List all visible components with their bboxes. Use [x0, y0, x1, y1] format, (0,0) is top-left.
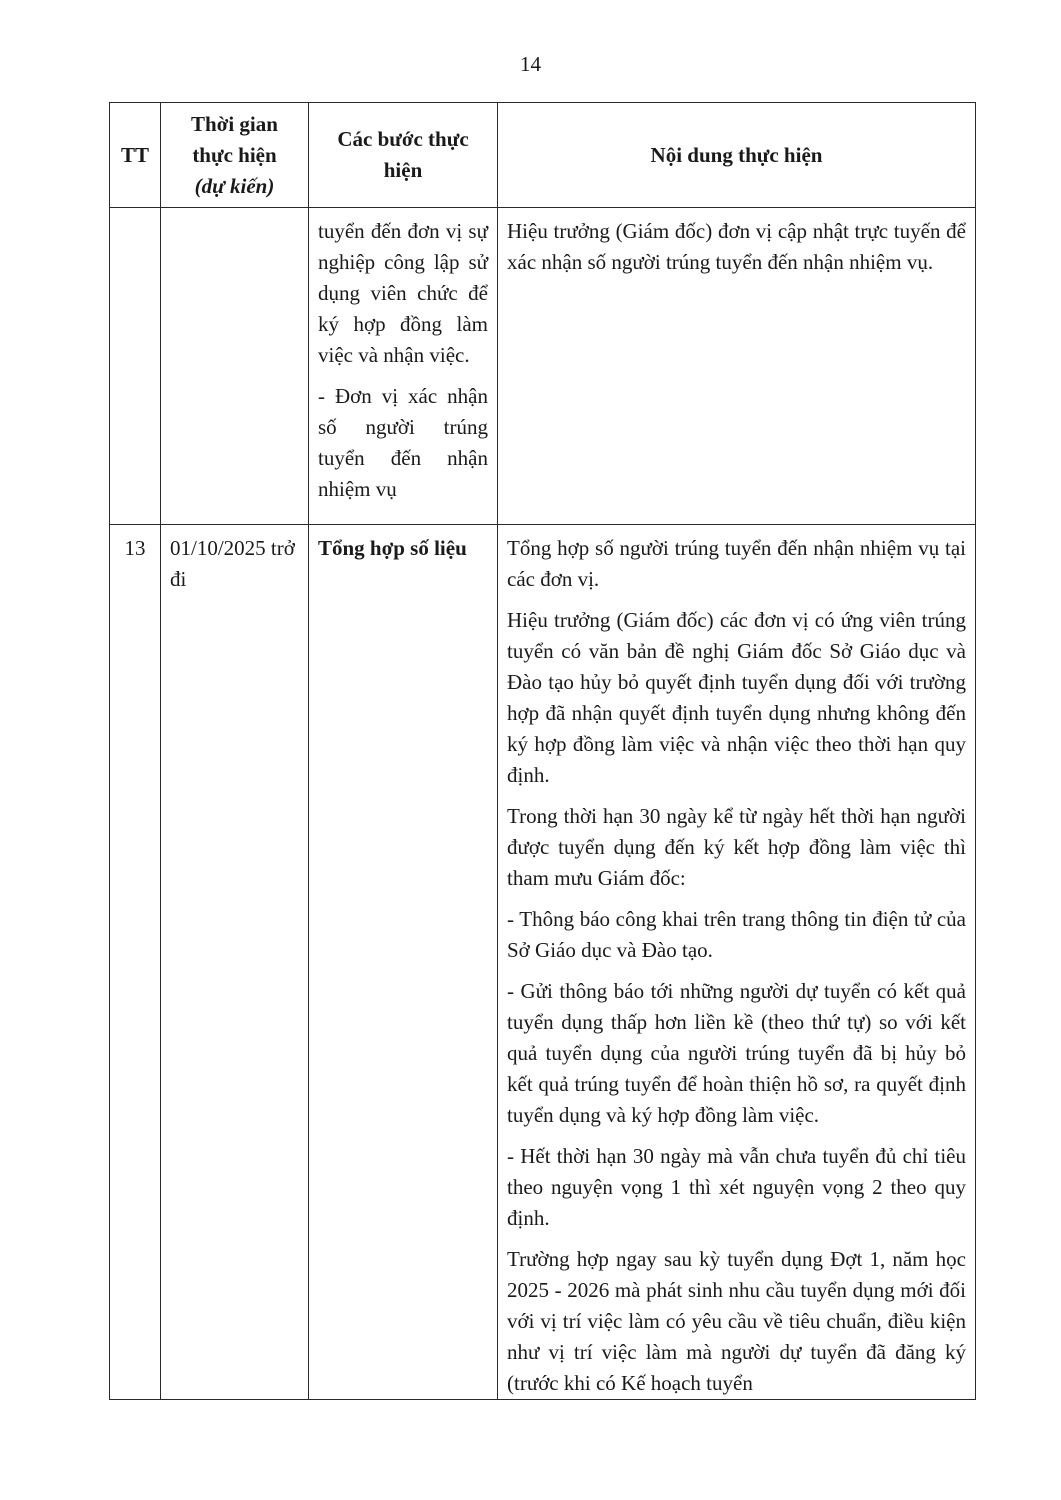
content-paragraph: - Thông báo công khai trên trang thông tin điện tử của Sở Giáo dục và Đào tạo. [507, 907, 966, 962]
table-header-row [110, 103, 976, 208]
content-paragraph: - Gửi thông báo tới những người dự tuyển có kết quả tuyển dụng thấp hơn liền kề (theo thứ tự) so với kết quả tuyển dụng của người trúng tuyển đã bị hủy bỏ kết quả trúng tuyển để hoàn thiện hồ sơ, ra quyết định tuyển dụng và ký hợp đồng làm việc. [507, 979, 966, 1127]
content-paragraph: Hiệu trưởng (Giám đốc) các đơn vị có ứng viên trúng tuyển có văn bản đề nghị Giám đốc Sở Giáo dục và Đào tạo hủy bỏ quyết định tuyển dụng đối với trường hợp đã nhận quyết định tuyển dụng nhưng không đến ký hợp đồng làm việc và nhận việc theo thời hạn quy định. [507, 608, 966, 787]
step-paragraph: - Đơn vị xác nhận số người trúng tuyển đến nhận nhiệm vụ [318, 384, 488, 501]
content-paragraph: Tổng hợp số người trúng tuyển đến nhận nhiệm vụ tại các đơn vị. [507, 536, 966, 591]
cell-content [498, 525, 976, 1400]
cell-steps [309, 525, 498, 1400]
cell-content [498, 208, 976, 525]
cell-steps [309, 208, 498, 525]
cell-time: 01/10/2025 trở đi [161, 525, 309, 1400]
table-row [110, 208, 976, 525]
header-time-label: Thời gian thực hiện [191, 111, 278, 167]
cell-tt [110, 208, 161, 525]
step-paragraph: tuyển đến đơn vị sự nghiệp công lập sử dụng viên chức để ký hợp đồng làm việc và nhận việc. [318, 219, 488, 367]
header-time [161, 103, 309, 208]
header-content: Nội dung thực hiện [498, 103, 976, 208]
content-paragraph: Hiệu trưởng (Giám đốc) đơn vị cập nhật trực tuyến để xác nhận số người trúng tuyển đến nhận nhiệm vụ. [507, 219, 966, 274]
table-row [110, 525, 976, 1400]
content-paragraph: Trong thời hạn 30 ngày kể từ ngày hết thời hạn người được tuyển dụng đến ký kết hợp đồng làm việc thì tham mưu Giám đốc: [507, 804, 966, 890]
cell-time [161, 208, 309, 525]
content-paragraph: - Hết thời hạn 30 ngày mà vẫn chưa tuyển đủ chỉ tiêu theo nguyện vọng 1 thì xét nguyện vọng 2 theo quy định. [507, 1144, 966, 1230]
step-title: Tổng hợp số liệu [318, 536, 467, 560]
header-tt: TT [110, 103, 161, 208]
page-number: 14 [520, 52, 541, 76]
cell-tt: 13 [110, 525, 161, 1400]
content-paragraph: Trường hợp ngay sau kỳ tuyển dụng Đợt 1, năm học 2025 - 2026 mà phát sinh nhu cầu tuyển dụng mới đối với vị trí việc làm có yêu cầu về tiêu chuẩn, điều kiện như vị trí việc làm mà người dự tuyển đã đăng ký (trước khi có Kế hoạch tuyển [507, 1247, 966, 1395]
schedule-table [109, 102, 976, 1400]
header-time-note: (dự kiến) [194, 173, 275, 198]
header-steps: Các bước thực hiện [309, 103, 498, 208]
